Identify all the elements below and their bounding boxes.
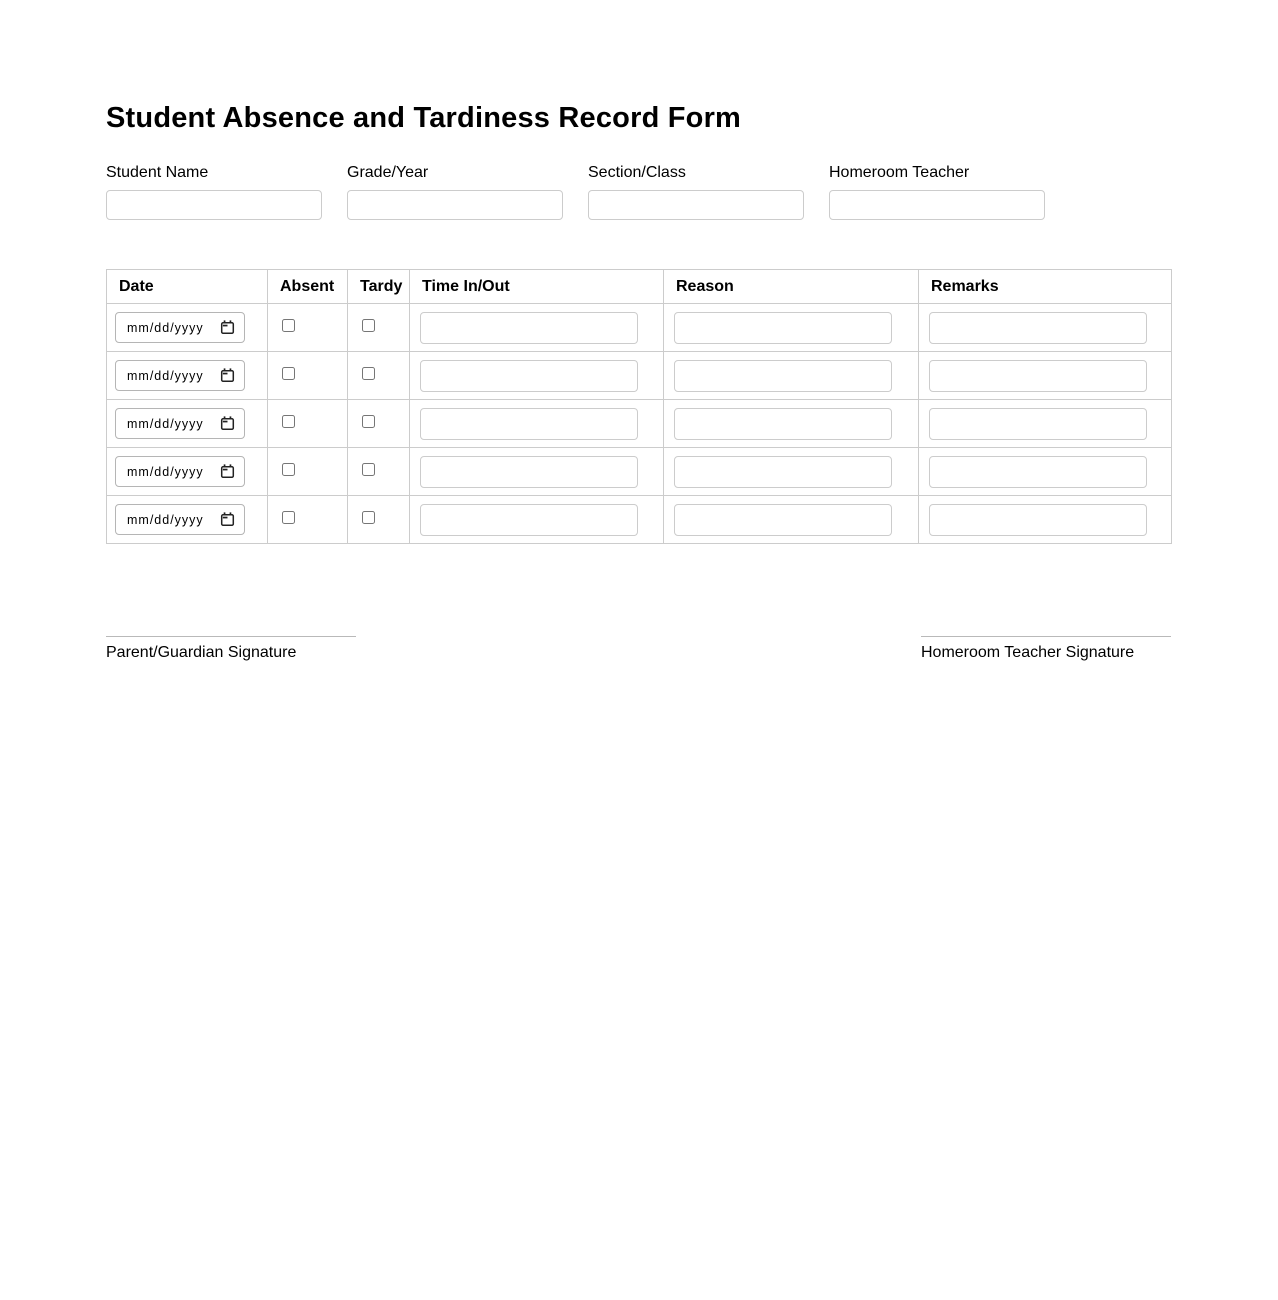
remarks-input[interactable] <box>929 408 1147 440</box>
time-in-out-cell <box>410 448 664 496</box>
homeroom-teacher-label: Homeroom Teacher <box>829 164 970 182</box>
date-cell <box>107 400 268 448</box>
table-row <box>107 352 1172 400</box>
tardy-cell <box>348 400 410 448</box>
page-title: Student Absence and Tardiness Record Form <box>106 102 742 134</box>
field-grade-year <box>347 163 563 220</box>
absent-cell <box>268 304 348 352</box>
reason-cell <box>664 400 919 448</box>
reason-input[interactable] <box>674 408 892 440</box>
time-in-out-input[interactable] <box>420 312 638 344</box>
calendar-icon[interactable] <box>220 368 235 383</box>
date-cell <box>107 304 268 352</box>
remarks-cell <box>919 496 1172 544</box>
remarks-cell <box>919 448 1172 496</box>
time-in-out-input[interactable] <box>420 408 638 440</box>
student-name-input[interactable] <box>106 190 322 220</box>
col-header-time-in-out: Time In/Out <box>410 270 664 304</box>
field-student-name <box>106 163 322 220</box>
date-placeholder: mm/dd/yyyy <box>127 464 204 479</box>
tardy-checkbox[interactable] <box>362 511 375 524</box>
table-row <box>107 400 1172 448</box>
absent-cell <box>268 448 348 496</box>
remarks-input[interactable] <box>929 456 1147 488</box>
reason-cell <box>664 496 919 544</box>
col-header-absent: Absent <box>268 270 348 304</box>
date-cell <box>107 352 268 400</box>
section-class-label: Section/Class <box>588 164 686 182</box>
remarks-input[interactable] <box>929 312 1147 344</box>
reason-cell <box>664 448 919 496</box>
tardy-cell <box>348 448 410 496</box>
reason-input[interactable] <box>674 504 892 536</box>
parent-guardian-signature: Parent/Guardian Signature <box>106 636 356 662</box>
remarks-input[interactable] <box>929 360 1147 392</box>
tardy-cell <box>348 496 410 544</box>
absent-cell <box>268 496 348 544</box>
signature-section <box>106 636 1171 662</box>
absent-checkbox[interactable] <box>282 319 295 332</box>
absent-checkbox[interactable] <box>282 367 295 380</box>
absent-checkbox[interactable] <box>282 463 295 476</box>
date-cell <box>107 496 268 544</box>
col-header-date: Date <box>107 270 268 304</box>
col-header-remarks: Remarks <box>919 270 1172 304</box>
table-row <box>107 304 1172 352</box>
date-cell <box>107 448 268 496</box>
reason-cell <box>664 304 919 352</box>
remarks-cell <box>919 400 1172 448</box>
time-in-out-input[interactable] <box>420 360 638 392</box>
tardy-checkbox[interactable] <box>362 415 375 428</box>
tardy-cell <box>348 304 410 352</box>
homeroom-teacher-signature: Homeroom Teacher Signature <box>921 636 1171 662</box>
field-section-class <box>588 163 804 220</box>
remarks-cell <box>919 352 1172 400</box>
reason-cell <box>664 352 919 400</box>
grade-year-input[interactable] <box>347 190 563 220</box>
time-in-out-cell <box>410 496 664 544</box>
remarks-input[interactable] <box>929 504 1147 536</box>
col-header-reason: Reason <box>664 270 919 304</box>
date-placeholder: mm/dd/yyyy <box>127 368 204 383</box>
grade-year-label: Grade/Year <box>347 164 429 182</box>
attendance-table <box>106 269 1172 544</box>
time-in-out-cell <box>410 352 664 400</box>
calendar-icon[interactable] <box>220 512 235 527</box>
date-placeholder: mm/dd/yyyy <box>127 320 204 335</box>
date-input[interactable] <box>115 312 245 343</box>
student-info-fields <box>106 163 1171 220</box>
reason-input[interactable] <box>674 456 892 488</box>
tardy-checkbox[interactable] <box>362 367 375 380</box>
calendar-icon[interactable] <box>220 416 235 431</box>
time-in-out-input[interactable] <box>420 456 638 488</box>
attendance-table-body <box>107 304 1172 544</box>
field-homeroom-teacher <box>829 163 1045 220</box>
time-in-out-cell <box>410 304 664 352</box>
tardy-checkbox[interactable] <box>362 319 375 332</box>
student-name-label: Student Name <box>106 164 209 182</box>
date-input[interactable] <box>115 456 245 487</box>
tardy-cell <box>348 352 410 400</box>
calendar-icon[interactable] <box>220 464 235 479</box>
section-class-input[interactable] <box>588 190 804 220</box>
form-container <box>106 0 1171 662</box>
absent-cell <box>268 352 348 400</box>
calendar-icon[interactable] <box>220 320 235 335</box>
col-header-tardy: Tardy <box>348 270 410 304</box>
time-in-out-input[interactable] <box>420 504 638 536</box>
date-input[interactable] <box>115 360 245 391</box>
absent-checkbox[interactable] <box>282 415 295 428</box>
absent-checkbox[interactable] <box>282 511 295 524</box>
tardy-checkbox[interactable] <box>362 463 375 476</box>
date-input[interactable] <box>115 408 245 439</box>
time-in-out-cell <box>410 400 664 448</box>
table-row <box>107 496 1172 544</box>
date-input[interactable] <box>115 504 245 535</box>
date-placeholder: mm/dd/yyyy <box>127 416 204 431</box>
reason-input[interactable] <box>674 360 892 392</box>
table-row <box>107 448 1172 496</box>
remarks-cell <box>919 304 1172 352</box>
date-placeholder: mm/dd/yyyy <box>127 512 204 527</box>
homeroom-teacher-input[interactable] <box>829 190 1045 220</box>
reason-input[interactable] <box>674 312 892 344</box>
attendance-table-header <box>107 270 1172 304</box>
absent-cell <box>268 400 348 448</box>
